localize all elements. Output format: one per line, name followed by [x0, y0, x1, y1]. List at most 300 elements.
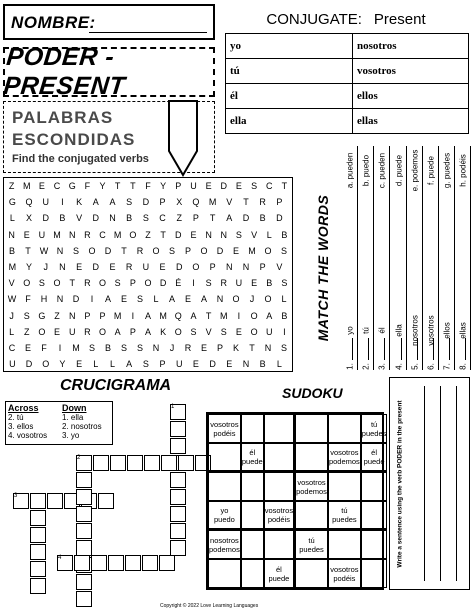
word-search-letter[interactable]: R	[84, 278, 91, 289]
crossword-square[interactable]	[159, 555, 175, 571]
sudoku-cell[interactable]	[295, 501, 328, 530]
word-search-letter[interactable]: M	[248, 245, 256, 256]
word-search-letter[interactable]: B	[281, 229, 288, 240]
word-search-letter[interactable]: N	[242, 359, 250, 370]
crossword-square[interactable]	[76, 506, 92, 522]
word-search-letter[interactable]: P	[84, 310, 91, 321]
word-search-letter[interactable]: Q	[192, 197, 200, 208]
word-search-letter[interactable]: T	[130, 181, 136, 191]
word-search-letter[interactable]: N	[109, 213, 116, 224]
word-search-letter[interactable]: S	[38, 278, 45, 289]
word-search-letter[interactable]: S	[281, 278, 288, 289]
word-search-letter[interactable]: I	[192, 278, 195, 289]
word-search-letter[interactable]: N	[59, 261, 66, 272]
word-search-letter[interactable]: Y	[99, 181, 106, 191]
word-search-letter[interactable]: T	[69, 278, 75, 289]
word-search-letter[interactable]: N	[68, 310, 76, 321]
word-search-letter[interactable]: E	[109, 261, 116, 272]
word-search-letter[interactable]: E	[205, 181, 212, 191]
word-search-letter[interactable]: B	[59, 213, 66, 224]
word-search-letter[interactable]: A	[92, 197, 99, 208]
word-search-letter[interactable]: E	[226, 359, 233, 370]
word-search-letter[interactable]: T	[114, 181, 121, 191]
conj-subject[interactable]: ella	[226, 109, 353, 134]
word-search-letter[interactable]: X	[176, 197, 183, 208]
word-search-letter[interactable]: É	[175, 278, 182, 289]
word-search-letter[interactable]: M	[220, 310, 228, 321]
word-search-letter[interactable]: X	[26, 213, 33, 224]
word-search-letter[interactable]: T	[281, 181, 288, 191]
match-blank[interactable]	[465, 338, 466, 360]
crossword-square[interactable]	[93, 455, 109, 471]
word-search-letter[interactable]: I	[283, 326, 286, 337]
conj-subject[interactable]: ellos	[353, 84, 469, 109]
word-search-letter[interactable]: S	[142, 359, 149, 370]
word-search-letter[interactable]: N	[205, 229, 212, 240]
word-search-letter[interactable]: D	[242, 213, 250, 224]
word-search-letter[interactable]: V	[8, 278, 15, 289]
word-search-letter[interactable]: Z	[23, 326, 30, 337]
sudoku-cell[interactable]	[361, 530, 388, 559]
sudoku-cell[interactable]	[241, 530, 264, 559]
match-blank[interactable]	[449, 338, 450, 360]
word-search-letter[interactable]: S	[142, 213, 149, 224]
word-search-letter[interactable]: M	[208, 197, 217, 208]
conj-subject[interactable]: él	[226, 84, 353, 109]
word-search-letter[interactable]: E	[76, 359, 83, 370]
word-search-letter[interactable]: D	[92, 213, 100, 224]
sudoku-cell[interactable]	[328, 472, 361, 501]
word-search-letter[interactable]: U	[142, 261, 150, 272]
crossword-square[interactable]	[76, 489, 92, 505]
crossword-square[interactable]	[170, 523, 186, 539]
write-instruction-box	[390, 378, 410, 589]
word-search-letter[interactable]: T	[121, 245, 127, 256]
word-search-letter[interactable]: P	[129, 278, 136, 289]
word-search-letter[interactable]: N	[226, 261, 233, 272]
word-search-letter[interactable]: A	[190, 310, 197, 321]
word-search-letter[interactable]: F	[145, 181, 151, 191]
crossword-square[interactable]	[127, 455, 143, 471]
crossword-square[interactable]	[76, 472, 92, 488]
word-search-letter[interactable]: S	[120, 342, 127, 353]
crossword-square[interactable]	[76, 574, 92, 590]
word-search-letter[interactable]: O	[152, 245, 160, 256]
word-search-letter[interactable]: D	[25, 359, 33, 370]
word-search-letter[interactable]: P	[192, 213, 199, 224]
word-search-letter[interactable]: R	[84, 326, 91, 337]
match-the-words	[325, 144, 470, 372]
word-search-letter[interactable]: L	[281, 294, 287, 305]
word-search-letter[interactable]: I	[131, 310, 135, 321]
sudoku-cell[interactable]	[264, 443, 295, 472]
word-search-letter[interactable]: S	[114, 278, 121, 289]
word-search-letter[interactable]: L	[93, 359, 99, 370]
word-search-letter[interactable]: E	[76, 261, 83, 272]
word-search-letter[interactable]: E	[23, 229, 30, 240]
word-search-letter[interactable]: O	[53, 278, 61, 289]
word-search-letter[interactable]: N	[264, 342, 272, 353]
word-search-letter[interactable]: R	[220, 278, 228, 289]
word-search-letter[interactable]: M	[113, 229, 122, 240]
word-search-letter[interactable]: T	[160, 229, 166, 240]
word-search-letter[interactable]: B	[126, 213, 133, 224]
word-search-letter[interactable]: B	[266, 278, 273, 289]
word-search-letter[interactable]: S	[136, 342, 143, 353]
word-search-letter[interactable]: E	[200, 342, 207, 353]
sudoku-cell[interactable]	[208, 472, 241, 501]
word-search-letter[interactable]: E	[251, 278, 258, 289]
crossword-square[interactable]	[108, 555, 124, 571]
crossword-square[interactable]	[76, 523, 92, 539]
word-search-letter[interactable]: E	[54, 326, 61, 337]
crossword-square[interactable]	[170, 540, 186, 556]
sudoku-cell[interactable]	[208, 559, 241, 588]
word-search-letter[interactable]: E	[159, 261, 166, 272]
crossword-square[interactable]	[30, 493, 46, 509]
crossword-square[interactable]	[170, 421, 186, 437]
crossword-square[interactable]	[170, 472, 186, 488]
word-search-letter[interactable]: O	[99, 326, 107, 337]
word-search-letter[interactable]: E	[24, 342, 31, 353]
word-search-letter[interactable]: S	[168, 245, 175, 256]
word-search-letter[interactable]: D	[220, 181, 228, 191]
word-search-letter[interactable]: F	[25, 294, 31, 305]
word-search-letter[interactable]: O	[200, 245, 208, 256]
word-search-letter[interactable]: F	[41, 342, 47, 353]
word-search-letter[interactable]: Z	[176, 213, 182, 224]
word-search-letter[interactable]: T	[249, 342, 255, 353]
crossword-square[interactable]	[91, 555, 107, 571]
word-search-letter[interactable]: J	[9, 310, 14, 321]
word-search-letter[interactable]: D	[104, 245, 112, 256]
word-search-letter[interactable]: S	[251, 181, 258, 191]
conj-subject[interactable]: yo	[226, 34, 353, 59]
word-search-letter[interactable]: N	[56, 294, 64, 305]
word-search-letter[interactable]: N	[8, 229, 15, 240]
word-search-letter[interactable]: O	[192, 261, 200, 272]
word-search-letter[interactable]: N	[216, 294, 224, 305]
word-search-letter[interactable]: O	[23, 278, 31, 289]
crossword-square[interactable]	[76, 540, 92, 556]
word-search-letter[interactable]: H	[40, 294, 48, 305]
word-search-letter[interactable]: S	[126, 197, 133, 208]
word-search-letter[interactable]: U	[38, 229, 46, 240]
word-search-letter[interactable]: O	[250, 326, 258, 337]
word-search-letter[interactable]: A	[144, 326, 151, 337]
word-search-letter[interactable]: N	[152, 342, 160, 353]
crossword-square[interactable]	[30, 527, 46, 543]
word-search-letter[interactable]: S	[280, 245, 287, 256]
word-search-letter[interactable]: W	[39, 245, 49, 256]
word-search-letter[interactable]: N	[68, 229, 76, 240]
crossword-square[interactable]	[144, 455, 160, 471]
word-search-letter[interactable]: V	[226, 197, 233, 208]
match-blank[interactable]	[433, 338, 434, 360]
word-search-letter[interactable]: U	[265, 326, 273, 337]
word-search-letter[interactable]: A	[126, 359, 133, 370]
word-search-letter[interactable]: P	[184, 245, 191, 256]
word-search-letter[interactable]: D	[92, 261, 100, 272]
writing-line[interactable]	[440, 386, 441, 581]
crossword-square[interactable]	[30, 561, 46, 577]
word-search-letter[interactable]: Z	[8, 181, 15, 191]
palabras-subtitle: Find the conjugated verbs	[12, 153, 149, 165]
word-search-letter[interactable]: O	[88, 245, 96, 256]
word-search-letter[interactable]: M	[72, 342, 80, 353]
match-answer: h. podéis	[458, 154, 468, 187]
word-search-letter[interactable]: O	[174, 326, 182, 337]
word-search-letter[interactable]: Z	[145, 229, 151, 240]
crossword-square[interactable]	[110, 455, 126, 471]
word-search-letter[interactable]: D	[42, 213, 49, 224]
word-search-letter[interactable]: O	[264, 294, 272, 305]
nombre-line[interactable]	[89, 32, 207, 33]
word-search-letter[interactable]: A	[266, 310, 273, 321]
sudoku-cell[interactable]	[241, 559, 264, 588]
word-search-letter[interactable]: P	[159, 359, 166, 370]
word-search-letter[interactable]: M	[113, 310, 122, 321]
crossword-square[interactable]	[98, 493, 114, 509]
word-search-letter[interactable]: D	[175, 261, 183, 272]
word-search-letter[interactable]: O	[144, 278, 152, 289]
word-search-letter[interactable]: U	[175, 359, 183, 370]
sudoku-cell[interactable]	[208, 443, 241, 472]
word-search-letter[interactable]: R	[84, 229, 91, 240]
word-search-letter[interactable]: L	[153, 294, 159, 305]
word-search-letter[interactable]: Z	[54, 310, 60, 321]
word-search-letter[interactable]: V	[251, 229, 258, 240]
match-blank[interactable]	[352, 338, 353, 360]
word-search-letter[interactable]: L	[109, 359, 115, 370]
word-search-letter[interactable]: S	[88, 342, 95, 353]
word-search-letter[interactable]: P	[209, 261, 216, 272]
word-search-letter[interactable]: K	[232, 342, 239, 353]
word-search-letter[interactable]: A	[168, 294, 175, 305]
word-search-letter[interactable]: V	[76, 213, 83, 224]
word-search-letter[interactable]: E	[235, 326, 242, 337]
word-search-letter[interactable]: D	[216, 245, 224, 256]
word-search-letter[interactable]: O	[232, 294, 240, 305]
word-search-letter[interactable]: P	[99, 310, 106, 321]
crossword-square[interactable]	[170, 506, 186, 522]
word-search-letter[interactable]: D	[175, 229, 182, 240]
word-search-letter[interactable]: D	[209, 359, 216, 370]
word-search-letter[interactable]: M	[8, 261, 17, 272]
word-search-letter[interactable]: D	[276, 213, 283, 224]
word-search-letter[interactable]: U	[9, 359, 16, 370]
word-search-letter[interactable]: O	[250, 310, 258, 321]
word-search-letter[interactable]: D	[72, 294, 80, 305]
word-search-letter[interactable]: L	[9, 213, 15, 224]
word-search-letter[interactable]: R	[184, 342, 192, 353]
conj-subject[interactable]: tú	[226, 59, 353, 84]
word-search-letter[interactable]: K	[76, 197, 83, 208]
word-search-letter[interactable]: D	[159, 278, 167, 289]
word-search-letter[interactable]: C	[159, 213, 166, 224]
word-search-letter[interactable]: E	[232, 245, 239, 256]
word-search-letter[interactable]: A	[226, 213, 233, 224]
sudoku-cell[interactable]	[328, 530, 361, 559]
crossword-square[interactable]	[47, 493, 63, 509]
word-search-letter[interactable]: M	[159, 310, 167, 321]
word-search-letter[interactable]: N	[56, 245, 64, 256]
word-search-letter[interactable]: S	[72, 245, 79, 256]
conj-subject[interactable]: ellas	[353, 109, 469, 134]
word-search-letter[interactable]: S	[190, 326, 197, 337]
word-search-letter[interactable]: Y	[160, 181, 167, 191]
crossword-square[interactable]	[30, 510, 46, 526]
word-search-letter[interactable]: D	[142, 197, 150, 208]
word-search-letter[interactable]: E	[190, 229, 197, 240]
word-search-letter[interactable]: L	[276, 359, 282, 370]
word-search-letter[interactable]: T	[205, 310, 212, 321]
word-search-letter[interactable]: A	[114, 326, 121, 337]
word-search-letter[interactable]: R	[136, 245, 144, 256]
word-search-letter[interactable]: E	[235, 181, 242, 191]
word-search-letter[interactable]: L	[9, 326, 15, 337]
word-search-letter[interactable]: S	[235, 229, 242, 240]
sudoku-cell	[328, 559, 361, 588]
word-search-letter[interactable]: S	[205, 278, 212, 289]
word-search-letter[interactable]: J	[249, 294, 255, 305]
word-search-letter[interactable]: Y	[26, 261, 33, 272]
word-search-letter[interactable]: O	[129, 229, 137, 240]
word-search-letter[interactable]: B	[259, 213, 266, 224]
word-search-letter[interactable]: O	[99, 278, 107, 289]
word-search-letter[interactable]: S	[23, 310, 30, 321]
word-search-letter[interactable]: C	[53, 181, 61, 191]
word-search-letter[interactable]: G	[38, 310, 46, 321]
sudoku-cell[interactable]	[241, 472, 264, 501]
word-search-letter[interactable]: T	[25, 245, 31, 256]
writing-line[interactable]	[456, 386, 457, 581]
word-search-letter[interactable]: Q	[25, 197, 33, 208]
word-search-letter[interactable]: O	[42, 359, 50, 370]
sudoku-cell[interactable]	[264, 472, 295, 501]
match-blank[interactable]	[401, 338, 402, 360]
sudoku-cell[interactable]	[264, 414, 295, 443]
conj-subject[interactable]: nosotros	[353, 34, 469, 59]
word-search-letter[interactable]: L	[266, 229, 272, 240]
word-search-letter[interactable]: A	[144, 310, 151, 321]
crossword-square[interactable]	[30, 578, 46, 594]
crossword-square[interactable]	[125, 555, 141, 571]
conj-subject[interactable]: vosotros	[353, 59, 469, 84]
word-search-letter[interactable]: R	[259, 197, 266, 208]
word-search-letter[interactable]: C	[8, 342, 16, 353]
word-search-letter[interactable]: S	[220, 326, 227, 337]
word-search-letter[interactable]: E	[184, 294, 191, 305]
word-search-letter[interactable]: U	[42, 197, 49, 208]
word-search-letter[interactable]: B	[104, 342, 111, 353]
word-search-letter[interactable]: K	[160, 326, 167, 337]
word-search-letter[interactable]: O	[264, 245, 272, 256]
crossword-square[interactable]	[161, 455, 177, 471]
sudoku-cell[interactable]	[295, 559, 328, 588]
writing-line[interactable]	[424, 386, 425, 581]
sudoku-cell[interactable]	[361, 472, 388, 501]
word-search-letter[interactable]: U	[190, 181, 197, 191]
word-search-letter[interactable]: T	[243, 197, 249, 208]
match-blank[interactable]	[384, 338, 385, 360]
sudoku-cell[interactable]	[241, 414, 264, 443]
word-search-letter[interactable]: P	[129, 326, 136, 337]
match-blank[interactable]	[368, 338, 369, 360]
word-search-letter[interactable]: B	[8, 245, 15, 256]
match-answer: g. puedes	[442, 152, 452, 189]
word-search-letter[interactable]: W	[7, 294, 17, 305]
sudoku-cell[interactable]	[361, 501, 388, 530]
word-search-letter[interactable]: S	[136, 294, 143, 305]
sudoku-cell[interactable]	[264, 530, 295, 559]
word-search-letter[interactable]: M	[53, 229, 61, 240]
word-search-letter[interactable]: A	[104, 294, 111, 305]
word-search-letter[interactable]: I	[61, 197, 64, 208]
word-search-letter[interactable]: B	[259, 359, 266, 370]
crossword-square[interactable]	[76, 591, 92, 607]
word-search-letter[interactable]: Q	[174, 310, 182, 321]
crossword-square[interactable]	[74, 555, 90, 571]
word-search-letter[interactable]: U	[235, 278, 243, 289]
word-search-letter[interactable]: I	[237, 310, 241, 321]
crossword-square[interactable]	[170, 489, 186, 505]
word-search-letter[interactable]: P	[175, 181, 182, 191]
word-search-letter[interactable]: G	[68, 181, 76, 191]
word-search-letter[interactable]: E	[38, 181, 45, 191]
word-search-letter[interactable]: E	[120, 294, 127, 305]
word-search-letter[interactable]: A	[109, 197, 116, 208]
word-search-letter[interactable]: P	[159, 197, 166, 208]
sudoku-cell[interactable]	[295, 443, 328, 472]
sudoku-cell[interactable]	[295, 414, 328, 443]
sudoku-cell[interactable]	[328, 414, 361, 443]
word-search-letter[interactable]: C	[99, 229, 106, 240]
word-search-letter[interactable]: N	[242, 261, 250, 272]
word-search-letter[interactable]: M	[22, 181, 31, 191]
word-search-letter[interactable]: A	[200, 294, 207, 305]
word-search-letter[interactable]: V	[276, 261, 283, 272]
word-search-letter[interactable]: P	[216, 342, 223, 353]
word-search-letter[interactable]: C	[265, 181, 273, 191]
word-search-letter[interactable]: Y	[59, 359, 66, 370]
word-search-letter[interactable]: P	[259, 261, 266, 272]
word-search-letter[interactable]: U	[68, 326, 76, 337]
sudoku-cell[interactable]	[361, 559, 388, 588]
word-search-letter[interactable]: I	[58, 342, 62, 353]
word-search-letter[interactable]: N	[220, 229, 228, 240]
sudoku-cell[interactable]	[241, 501, 264, 530]
word-search-letter[interactable]: B	[281, 310, 288, 321]
crossword-square[interactable]	[30, 544, 46, 560]
word-search-letter[interactable]: O	[38, 326, 46, 337]
word-search-letter[interactable]: P	[276, 197, 283, 208]
word-search-letter[interactable]: E	[192, 359, 199, 370]
crossword-square[interactable]	[178, 455, 194, 471]
word-search-letter[interactable]: V	[205, 326, 212, 337]
crossword-square[interactable]	[170, 438, 186, 454]
match-blank[interactable]	[417, 338, 418, 360]
word-search-letter[interactable]: R	[125, 261, 133, 272]
word-search-letter[interactable]: I	[90, 294, 94, 305]
word-search-letter[interactable]: S	[280, 342, 287, 353]
word-search-letter[interactable]: J	[169, 342, 175, 353]
word-search-letter[interactable]: T	[209, 213, 216, 224]
word-search-letter[interactable]: G	[8, 197, 16, 208]
word-search-letter[interactable]: F	[84, 181, 91, 191]
word-search-letter[interactable]: J	[43, 261, 48, 272]
crossword-square[interactable]	[142, 555, 158, 571]
